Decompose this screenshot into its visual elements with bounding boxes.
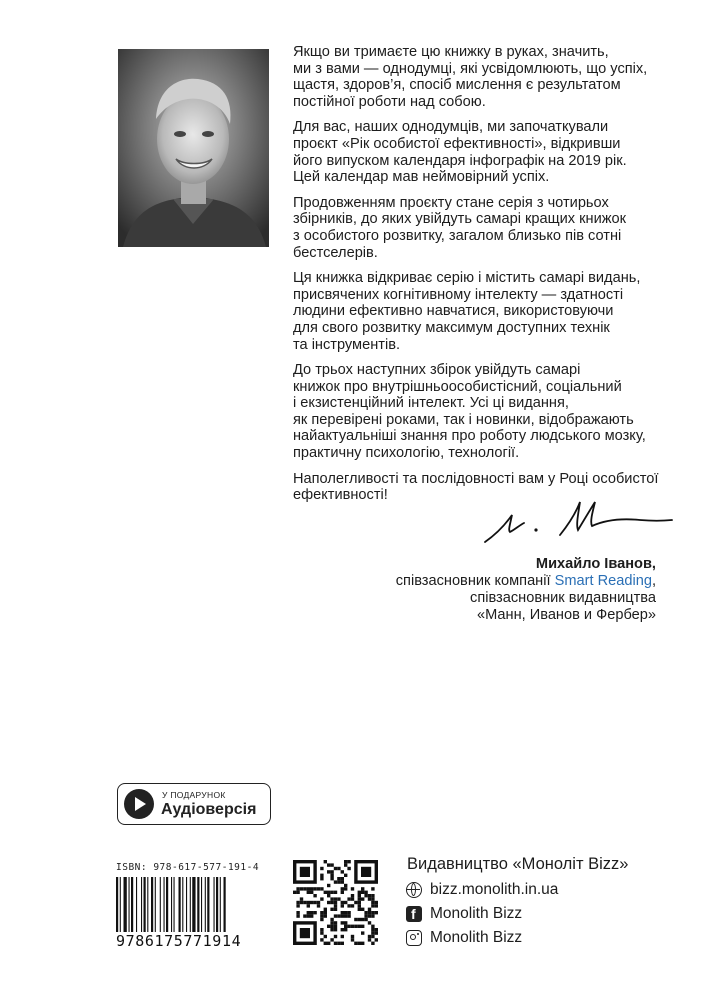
paragraph: Ця книжка відкриває серію і містить самарі видань, присвячених когнітивному інтелекту — здатності людини ефективно навчатися, використовуючи для свого розвитку максимум доступних технік та інструментів. [293, 270, 641, 353]
paragraph: Для вас, наших однодумців, ми започаткували проєкт «Рік особистої ефективності», відкривши його випуском календаря інфографік на 2019 рік. Цей календар мав неймовірний успіх. [293, 119, 627, 186]
isbn-label: ISBN: 978-617-577-191-4 [116, 862, 260, 873]
paragraph: До трьох наступних збірок увійдуть самарі книжок про внутрішньоособистісний, соціальний і екзистенційний інтелект. Усі ці видання, як перевірені роками, так і новинки, відображають найактуальніші знання про роботу людського мозку, практичну психологію, технології. [293, 362, 646, 462]
author-photo [118, 49, 269, 247]
author-role-3: «Манн, Иванов и Фербер» [476, 607, 656, 623]
audio-label: Аудіоверсія [161, 801, 257, 818]
role-prefix: співзасновник компанії [395, 573, 555, 589]
facebook-row [406, 905, 522, 923]
paragraph: Наполегливості та послідовності вам у Році особистої ефективності! [293, 470, 659, 504]
website-text: bizz.monolith.in.ua [430, 881, 559, 898]
gift-label: У ПОДАРУНОК [162, 790, 226, 800]
paragraph: Продовженням проєкту стане серія з чотирьох збірників, до яких увійдуть самарі кращих книжок з особистого розвитку, загалом близько пів сотні бестселерів. [293, 194, 626, 261]
barcode [116, 877, 262, 935]
publisher-title: Видавництво «Моноліт Bizz» [407, 855, 629, 873]
facebook-icon [406, 906, 422, 922]
author-block [396, 556, 656, 624]
role-suffix: , [651, 573, 656, 589]
instagram-text: Monolith Bizz [430, 929, 523, 946]
website-row [406, 881, 558, 899]
facebook-text: Monolith Bizz [430, 905, 523, 922]
instagram-icon [406, 930, 422, 946]
author-role-1 [396, 573, 656, 590]
qr-code [293, 860, 378, 945]
play-icon [124, 789, 154, 819]
barcode-digits: 9786175771914 [116, 932, 261, 950]
author-role-2: співзасновник видавництва [470, 590, 656, 606]
foreword-text [293, 44, 673, 513]
author-name: Михайло Іванов, [535, 556, 656, 572]
handwritten-signature [480, 490, 680, 550]
paragraph: Якщо ви тримаєте цю книжку в руках, значить, ми з вами — однодумці, які усвідомлюють, що успіх, щастя, здоров’я, спосіб мислення є результатом постійної роботи над собою. [293, 44, 648, 110]
smart-reading-brand: Smart Reading [554, 573, 652, 589]
audio-version-badge [117, 783, 271, 825]
instagram-row [406, 929, 522, 947]
globe-icon [406, 882, 422, 898]
